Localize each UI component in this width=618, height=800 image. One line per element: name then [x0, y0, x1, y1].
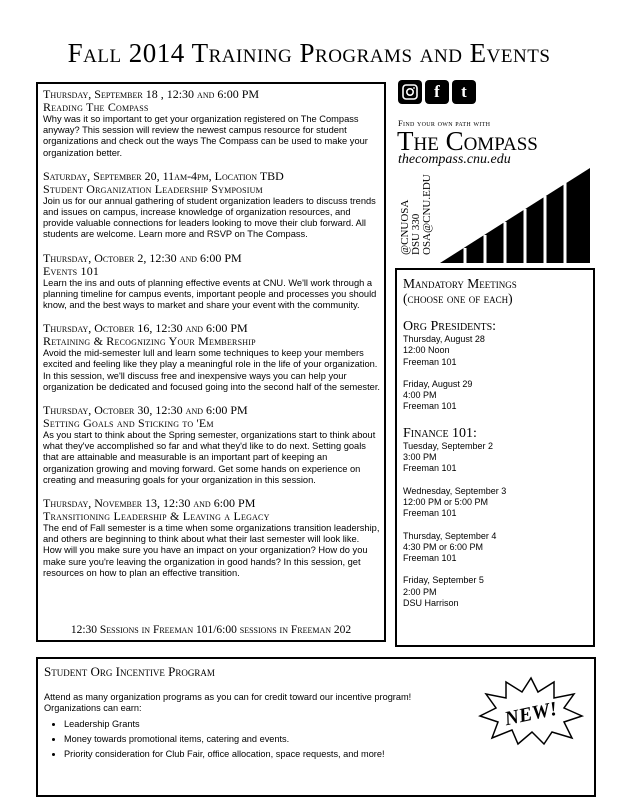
events-panel	[36, 82, 386, 642]
meeting-group-title: Finance 101:	[403, 425, 477, 441]
tagline: Find your own path with	[398, 118, 491, 128]
brand-url[interactable]: thecompass.cnu.edu	[398, 152, 511, 167]
event-title: Retaining & Recognizing Your Membership	[43, 334, 256, 349]
incentive-bullet: • Money towards promotional items, catering and events.	[64, 732, 588, 747]
twitter-icon[interactable]: t	[452, 80, 476, 104]
event-title: Reading The Compass	[43, 100, 149, 114]
meeting-line: Friday, August 29	[403, 378, 473, 389]
incentive-bullet: • Leadership Grants	[64, 717, 588, 732]
event-date: Thursday, October 2, 12:30 and 6:00 PM	[43, 250, 242, 265]
event-title: Student Organization Leadership Symposium	[43, 181, 263, 196]
facebook-icon[interactable]: f	[425, 80, 449, 104]
meeting-line: DSU Harrison	[403, 598, 459, 609]
instagram-icon[interactable]	[398, 80, 422, 104]
contact-handle: @CNUOSA	[399, 199, 411, 255]
meeting-line: Freeman 101	[403, 463, 457, 474]
meeting-line: 2:00 PM	[403, 586, 437, 597]
event-date: Thursday, October 30, 12:30 and 6:00 PM	[43, 403, 248, 418]
event-description: As you start to think about the Spring semester, organizations start to think about what they've accomplished so far and what they'd like to do next. Setting goals that are attainable and measurable is an important part of keeping an organization growing and moving forward. Get some hands on experience on creating and measuring goals for your organization in this session.	[43, 430, 376, 485]
meeting-line: Freeman 101	[403, 508, 457, 519]
event-item	[43, 322, 380, 393]
meeting-line: Tuesday, September 2	[403, 440, 494, 451]
meeting-line: Thursday, August 28	[403, 334, 485, 344]
event-title: Transitioning Leadership & Leaving a Legacy	[43, 509, 270, 524]
compass-logo-graphic	[440, 168, 590, 263]
events-list	[43, 88, 380, 579]
meeting-item	[403, 575, 587, 609]
event-date: Thursday, September 18 , 12:30 and 6:00 PM	[43, 87, 260, 101]
incentive-bullet: • Priority consideration for Club Fair, office allocation, space requests, and more!	[64, 747, 588, 762]
contact-info	[400, 155, 433, 255]
meeting-item	[403, 379, 587, 413]
meeting-line: Freeman 101	[403, 553, 457, 564]
meeting-line: 4:30 PM or 6:00 PM	[403, 541, 484, 552]
event-item	[43, 88, 380, 159]
meeting-item	[403, 334, 587, 368]
event-item	[43, 170, 380, 241]
event-date: Thursday, November 13, 12:30 and 6:00 PM	[43, 496, 256, 511]
event-description: The end of Fall semester is a time when some organizations transition leadership, and others are beginning to think about what their last semester will look like. How will you make sure you have an impact on your organization? How do you make sure you're leaving the organization in good hands? In this session, get resources on how to plan an effective transition.	[43, 523, 380, 578]
contact-office: DSU 330	[410, 213, 422, 255]
event-item	[43, 252, 380, 312]
brand-name: The Compass	[397, 126, 538, 156]
event-description: Why was it so important to get your organization registered on The Compass anyway? This session will review the newest campus resource for student organizations and check out the ways The Compass can be used to make your organization better.	[43, 114, 368, 158]
new-badge-label: NEW!	[502, 697, 560, 731]
incentive-title: Student Org Incentive Program	[44, 664, 215, 679]
event-description: Avoid the mid-semester lull and learn some techniques to keep your members excited and feeling like they play a meaningful role in the life of your organization. In this session, we'll discuss free and inexpensive ways you can help your organization be dedicated and focused going into the second half of the semester.	[43, 348, 380, 392]
event-description: Learn the ins and outs of planning effective events at CNU. We'll work through a planning timeline for campus events, important people and processes you should know, and the best ways to market and share your event with the community.	[43, 277, 377, 311]
page-title: Fall 2014 Training Programs and Events	[67, 38, 551, 68]
event-date: Thursday, October 16, 12:30 and 6:00 PM	[43, 321, 248, 336]
contact-email: OSA@CNU.EDU	[421, 174, 433, 255]
meeting-item	[403, 486, 587, 520]
meeting-group-title: Org Presidents:	[403, 319, 497, 334]
event-title: Setting Goals and Sticking to 'Em	[43, 416, 214, 431]
new-badge	[476, 676, 586, 746]
meeting-line: Wednesday, September 3	[403, 485, 507, 496]
event-item	[43, 497, 380, 579]
meeting-line: 12:00 Noon	[403, 345, 450, 356]
meeting-line: 3:00 PM	[403, 452, 437, 463]
meeting-line: Freeman 101	[403, 401, 457, 412]
meetings-heading: Mandatory Meetings	[403, 276, 517, 291]
meetings-subheading: (choose one of each)	[403, 291, 513, 306]
event-item	[43, 404, 380, 486]
event-description: Join us for our annual gathering of student organization leaders to discuss trends and issues on campus, increase knowledge of organization resources, and provide valuable connections for leaders looking to move their club forward. All students are welcome. Learn more and RSVP on The Compass.	[43, 195, 376, 240]
incentive-intro: Attend as many organization programs as you can for credit toward our incentive program! Organizations can earn:	[44, 692, 412, 713]
event-title: Events 101	[43, 263, 100, 278]
meeting-line: Thursday, September 4	[403, 530, 497, 541]
meeting-line: 12:00 PM or 5:00 PM	[403, 496, 489, 507]
meeting-line: 4:00 PM	[403, 390, 437, 401]
meeting-item	[403, 531, 587, 565]
social-icons	[398, 80, 476, 104]
event-date: Saturday, September 20, 11am-4pm, Location TBD	[43, 168, 284, 183]
meeting-line: Friday, September 5	[403, 575, 484, 586]
meeting-groups	[403, 320, 587, 609]
meeting-item	[403, 441, 587, 475]
mandatory-meetings-panel	[395, 268, 595, 647]
sessions-note: 12:30 Sessions in Freeman 101/6:00 sessions in Freeman 202	[70, 624, 352, 636]
meeting-line: Freeman 101	[403, 356, 457, 367]
